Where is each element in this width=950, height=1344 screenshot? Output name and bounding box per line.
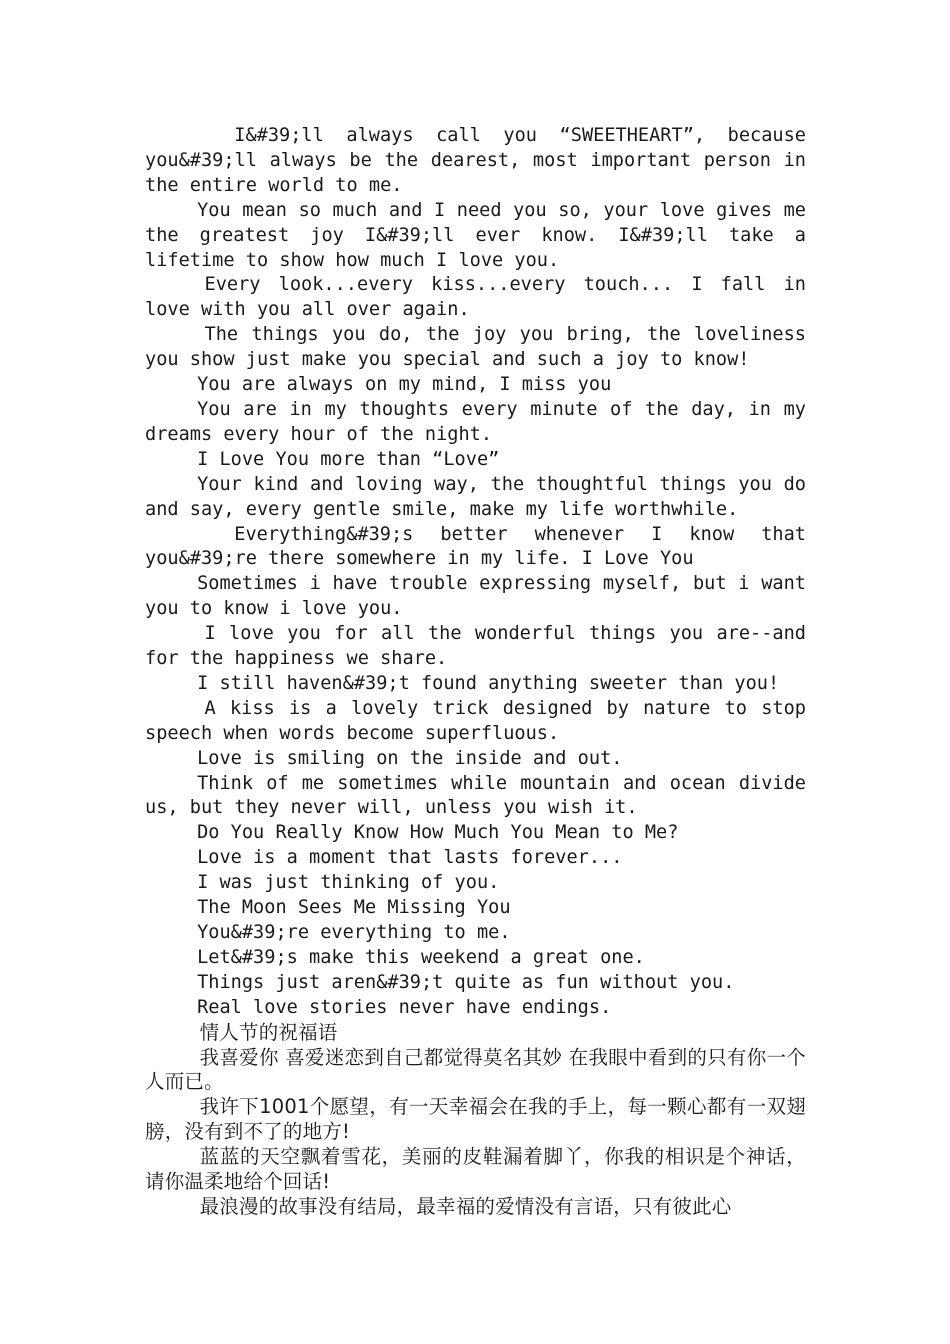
paragraph-3: Every look...every kiss...every touch... I fall in love with you all over again. [145, 274, 806, 321]
paragraph-5: You are always on my mind, I miss you [197, 374, 612, 396]
paragraph-13: A kiss is a lovely trick designed by nature to stop speech when words become superfluous. [145, 697, 806, 744]
paragraph-2: You mean so much and I need you so, your love gives me the greatest joy I&#39;ll ever know. I&#39;ll take a lifetime to show how much I love you. [145, 199, 806, 271]
paragraph-12: I still haven&#39;t found anything sweeter than you! [197, 672, 780, 694]
paragraph-8: Your kind and loving way, the thoughtful things you do and say, every gentle smile, make my life worthwhile. [145, 473, 806, 520]
paragraph-9: Everything&#39;s better whenever I know that you&#39;re there somewhere in my life. I Love You [145, 523, 806, 570]
paragraph-20: You&#39;re everything to me. [197, 922, 511, 943]
paragraph-25: 我许下1001个愿望，有一天幸福会在我的手上，每一颗心都有一双翅膀，没有到不了的地方! [145, 1095, 806, 1144]
paragraph-17: Love is a moment that lasts forever... [197, 847, 623, 869]
paragraph-10: Sometimes i have trouble expressing myself, but i want you to know i love you. [145, 573, 806, 620]
paragraph-1: I&#39;ll always call you “SWEETHEART”, because you&#39;ll always be the dearest, most important person in the entire world to me. [145, 125, 806, 196]
paragraph-18: I was just thinking of you. [197, 872, 500, 894]
paragraph-16: Do You Really Know How Much You Mean to Me? [197, 822, 679, 844]
paragraph-15: Think of me sometimes while mountain and ocean divide us, but they never will, unless you wish it. [145, 772, 806, 819]
paragraph-22: Things just aren&#39;t quite as fun without you. [197, 971, 735, 993]
paragraph-7: I Love You more than “Love” [197, 448, 500, 470]
document-page [145, 124, 806, 1220]
paragraph-23: Real love stories never have endings. [197, 996, 612, 1018]
paragraph-11: I love you for all the wonderful things you are--and for the happiness we share. [145, 623, 806, 670]
paragraph-26: 蓝蓝的天空飘着雪花，美丽的皮鞋漏着脚丫，你我的相识是个神话，请你温柔地给个回话! [145, 1145, 806, 1194]
paragraph-24: 我喜爱你 喜爱迷恋到自己都觉得莫名其妙 在我眼中看到的只有你一个人而已。 [145, 1045, 806, 1094]
paragraph-19: The Moon Sees Me Missing You [197, 897, 511, 919]
paragraph-6: You are in my thoughts every minute of the day, in my dreams every hour of the night. [145, 398, 806, 445]
paragraph-14: Love is smiling on the inside and out. [197, 747, 623, 769]
paragraph-27: 最浪漫的故事没有结局，最幸福的爱情没有言语，只有彼此心 [199, 1194, 732, 1218]
paragraph-4: The things you do, the joy you bring, the loveliness you show just make you special and such a joy to know! [145, 324, 806, 371]
paragraph-21: Let&#39;s make this weekend a great one. [197, 946, 645, 968]
section-heading: 情人节的祝福语 [199, 1020, 338, 1044]
